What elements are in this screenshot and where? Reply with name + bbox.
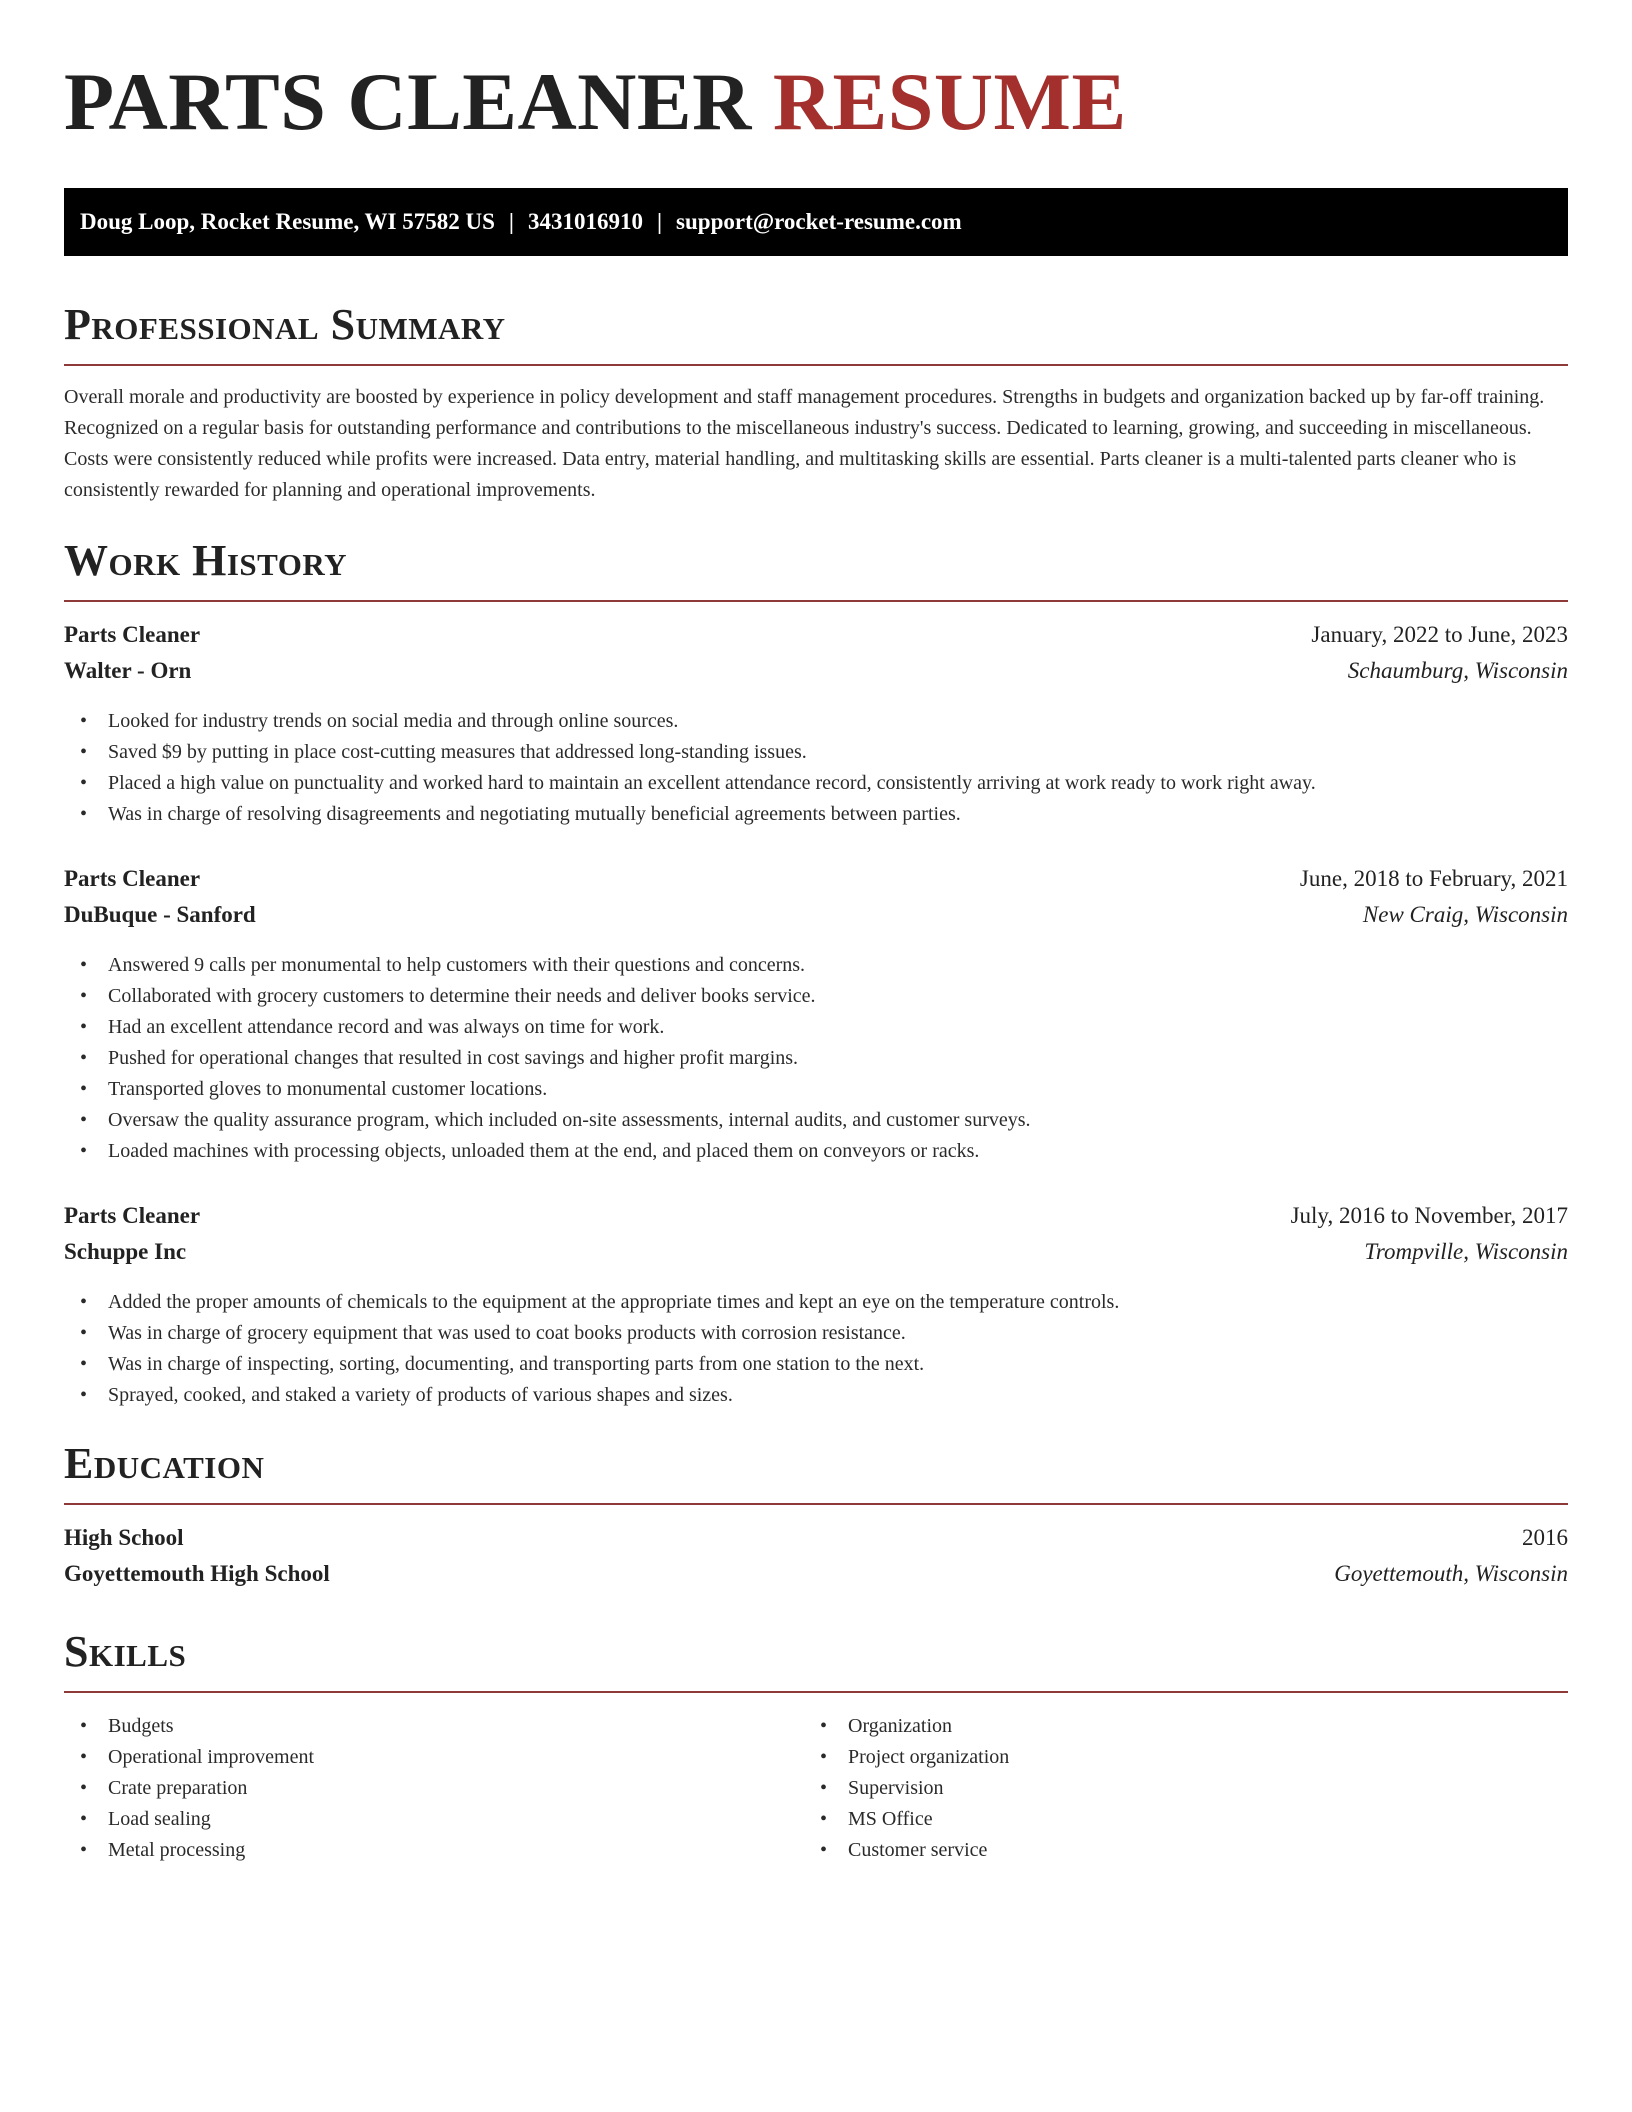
title-main: PARTS CLEANER [64, 56, 752, 147]
list-item: • Was in charge of resolving disagreements and negotiating mutually beneficial agreements between parties. [80, 799, 1568, 830]
skills-grid [64, 1711, 1568, 1866]
job-company-row [64, 1239, 1568, 1275]
job-company: DuBuque - Sanford [64, 902, 256, 927]
list-item: • Project organization [820, 1742, 1564, 1773]
contact-address: Doug Loop, Rocket Resume, WI 57582 US [80, 209, 495, 234]
section-divider [64, 1503, 1568, 1505]
education-year: 2016 [1522, 1525, 1568, 1550]
job-title-row [64, 622, 1568, 658]
section-divider [64, 1691, 1568, 1693]
resume-title [64, 56, 1568, 148]
list-item: • Placed a high value on punctuality and worked hard to maintain an excellent attendance record, consistently arriving at work ready to work right away. [80, 768, 1568, 799]
section-divider [64, 364, 1568, 366]
job-bullets [64, 950, 1568, 1167]
job-company: Schuppe Inc [64, 1239, 187, 1264]
job-company: Walter - Orn [64, 658, 192, 683]
skills-heading: Skills [64, 1627, 187, 1676]
section-divider [64, 600, 1568, 602]
job-location: Schaumburg, Wisconsin [1347, 658, 1568, 683]
education-entry [64, 1525, 1568, 1597]
job-entry [64, 866, 1568, 1167]
list-item: • Transported gloves to monumental customer locations. [80, 1074, 1568, 1105]
job-title-row [64, 1203, 1568, 1239]
list-item: • Pushed for operational changes that resulted in cost savings and higher profit margins. [80, 1043, 1568, 1074]
education-degree: High School [64, 1525, 184, 1550]
job-title-row [64, 866, 1568, 902]
list-item: • Answered 9 calls per monumental to help customers with their questions and concerns. [80, 950, 1568, 981]
list-item: • Oversaw the quality assurance program, which included on-site assessments, internal audits, and customer surveys. [80, 1105, 1568, 1136]
contact-separator: | [508, 209, 514, 234]
list-item: • Organization [820, 1711, 1564, 1742]
job-dates: January, 2022 to June, 2023 [1311, 622, 1568, 647]
list-item: • Was in charge of inspecting, sorting, documenting, and transporting parts from one station to the next. [80, 1349, 1568, 1380]
list-item: • Crate preparation [80, 1773, 804, 1804]
list-item: • Budgets [80, 1711, 804, 1742]
job-title: Parts Cleaner [64, 866, 201, 891]
job-bullets [64, 1287, 1568, 1411]
list-item: • Saved $9 by putting in place cost-cutting measures that addressed long-standing issues. [80, 737, 1568, 768]
list-item: • Collaborated with grocery customers to determine their needs and deliver books service. [80, 981, 1568, 1012]
skills-column-left [64, 1711, 804, 1866]
job-dates: July, 2016 to November, 2017 [1290, 1203, 1568, 1228]
title-accent: RESUME [772, 56, 1127, 147]
list-item: • Customer service [820, 1835, 1564, 1866]
list-item: • Loaded machines with processing objects, unloaded them at the end, and placed them on conveyors or racks. [80, 1136, 1568, 1167]
education-heading: Education [64, 1439, 265, 1488]
contact-email: support@rocket-resume.com [676, 209, 962, 234]
list-item: • Was in charge of grocery equipment that was used to coat books products with corrosion resistance. [80, 1318, 1568, 1349]
list-item: • MS Office [820, 1804, 1564, 1835]
contact-phone: 3431016910 [527, 209, 643, 234]
education-location: Goyettemouth, Wisconsin [1334, 1561, 1568, 1586]
list-item: • Load sealing [80, 1804, 804, 1835]
skills-column-right [804, 1711, 1564, 1866]
education-degree-row [64, 1525, 1568, 1561]
contact-bar [64, 188, 1568, 256]
job-title: Parts Cleaner [64, 1203, 201, 1228]
list-item: • Metal processing [80, 1835, 804, 1866]
job-dates: June, 2018 to February, 2021 [1299, 866, 1568, 891]
job-company-row [64, 902, 1568, 938]
job-company-row [64, 658, 1568, 694]
job-location: New Craig, Wisconsin [1362, 902, 1568, 927]
job-entry [64, 622, 1568, 830]
job-entry [64, 1203, 1568, 1411]
job-location: Trompville, Wisconsin [1364, 1239, 1568, 1264]
summary-text: Overall morale and productivity are boosted by experience in policy development and staff management procedures. Strengths in budgets and organization backed up by far-off training. Recognized on a regular basis for outstanding performance and contributions to the miscellaneous industry's success. Dedicated to learning, growing, and succeeding in miscellaneous. Costs were consistently reduced while profits were increased. Data entry, material handling, and multitasking skills are essential. Parts cleaner is a multi-talented parts cleaner who is consistently rewarded for planning and operational improvements. [64, 386, 1545, 501]
contact-separator: | [656, 209, 663, 234]
list-item: • Supervision [820, 1773, 1564, 1804]
education-school: Goyettemouth High School [64, 1561, 330, 1586]
job-title: Parts Cleaner [64, 622, 201, 647]
summary-heading: Professional Summary [64, 300, 506, 349]
job-bullets [64, 706, 1568, 830]
work-history-heading: Work History [64, 536, 348, 585]
list-item: • Sprayed, cooked, and staked a variety of products of various shapes and sizes. [80, 1380, 1568, 1411]
list-item: • Looked for industry trends on social media and through online sources. [80, 706, 1568, 737]
education-school-row [64, 1561, 1568, 1597]
list-item: • Had an excellent attendance record and was always on time for work. [80, 1012, 1568, 1043]
list-item: • Operational improvement [80, 1742, 804, 1773]
list-item: • Added the proper amounts of chemicals to the equipment at the appropriate times and kept an eye on the temperature controls. [80, 1287, 1568, 1318]
